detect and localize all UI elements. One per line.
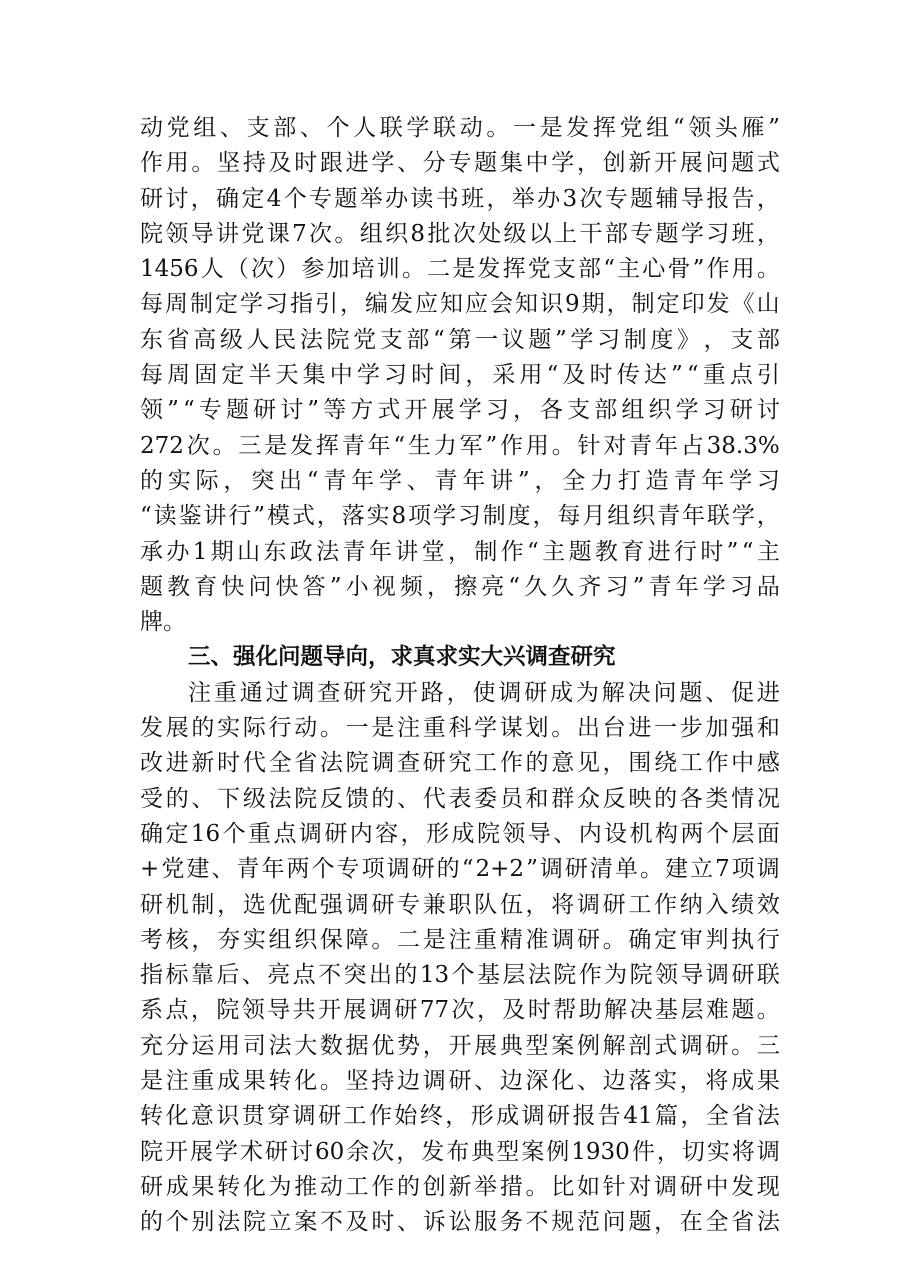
section-heading-text: 三、强化问题导向，求真求实大兴调查研究 [188, 644, 616, 671]
text-line: 承 办 1 期 山 东 政 法 青 年 讲 堂 ， 制 作 “ 主 题 教 育 进 行 时 ” “ 主 [140, 538, 780, 565]
text-line: 院 开 展 学 术 研 讨 60 余 次 ， 发 布 典 型 案 例 1930 件 ， 切 实 将 调 [140, 1138, 780, 1165]
text-line: 每 周 固 定 半 天 集 中 学 习 时 间 ， 采 用 “ 及 时 传 达 ” “ 重 点 引 [140, 362, 780, 389]
text-line: 注 重 通 过 调 查 研 究 开 路 ， 使 调 研 成 为 解 决 问 题 、 促 进 [188, 679, 780, 706]
text-line: 确 定 16 个 重 点 调 研 内 容 ， 形 成 院 领 导 、 内 设 机 构 两 个 层 面 [140, 820, 780, 847]
text-line: 研 讨 ， 确 定 4 个 专 题 举 办 读 书 班 ， 举 办 3 次 专 题 辅 导 报 告 ， [140, 185, 780, 212]
text-line: 是 注 重 成 果 转 化 。 坚 持 边 调 研 、 边 深 化 、 边 落 实 ， 将 成 果 [140, 1068, 780, 1095]
text-line: 东 省 高 级 人 民 法 院 党 支 部 “ 第 一 议 题 ” 学 习 制 度 》 ， 支 部 [140, 326, 780, 353]
text-line: 272 次 。 三 是 发 挥 青 年 “ 生 力 军 ” 作 用 。 针 对 青 年 占 38.3% [140, 432, 780, 459]
text-line: 牌。 [140, 609, 186, 636]
text-line: 指 标 靠 后 、 亮 点 不 突 出 的 13 个 基 层 法 院 作 为 院 领 导 调 研 联 [140, 962, 780, 989]
text-line: 研 成 果 转 化 为 推 动 工 作 的 创 新 举 措 。 比 如 针 对 调 研 中 发 现 [140, 1173, 780, 1200]
text-line: 1456 人 （ 次 ） 参 加 培 训 。 二 是 发 挥 党 支 部 “ 主 心 骨 ” 作 用 。 [140, 256, 780, 283]
text-line: 受 的 、 下 级 法 院 反 馈 的 、 代 表 委 员 和 群 众 反 映 的 各 类 情 况 [140, 785, 780, 812]
paragraph-1 [140, 111, 780, 640]
text-line: + 党 建 、 青 年 两 个 专 项 调 研 的 “ 2+2 ” 调 研 清 单 。 建 立 7 项 调 [140, 856, 780, 883]
section-heading [140, 640, 780, 675]
text-line: 研 机 制 ， 选 优 配 强 调 研 专 兼 职 队 伍 ， 将 调 研 工 作 纳 入 绩 效 [140, 891, 780, 918]
text-line: 转 化 意 识 贯 穿 调 研 工 作 始 终 ， 形 成 调 研 报 告 41 篇 ， 全 省 法 [140, 1103, 780, 1130]
text-line: 充 分 运 用 司 法 大 数 据 优 势 ， 开 展 典 型 案 例 解 剖 式 调 研 。 三 [140, 1032, 780, 1059]
text-line: 发 展 的 实 际 行 动 。 一 是 注 重 科 学 谋 划 。 出 台 进 一 步 加 强 和 [140, 715, 780, 742]
text-line: 每 周 制 定 学 习 指 引 ， 编 发 应 知 应 会 知 识 9 期 ， 制 定 印 发 《 山 [140, 291, 780, 318]
text-line: 的 个 别 法 院 立 案 不 及 时 、 诉 讼 服 务 不 规 范 问 题 ， 在 全 省 法 [140, 1209, 780, 1236]
text-line: 作 用 。 坚 持 及 时 跟 进 学 、 分 专 题 集 中 学 ， 创 新 开 展 问 题 式 [140, 150, 780, 177]
text-line: 系 点 ， 院 领 导 共 开 展 调 研 77 次 ， 及 时 帮 助 解 决 基 层 难 题 。 [140, 997, 780, 1024]
text-line: 考 核 ， 夯 实 组 织 保 障 。 二 是 注 重 精 准 调 研 。 确 定 审 判 执 行 [140, 926, 780, 953]
text-line: 的 实 际 ， 突 出 “ 青 年 学 、 青 年 讲 ” ， 全 力 打 造 青 年 学 习 [140, 467, 780, 494]
text-line: “ 读 鉴 讲 行 ” 模 式 ， 落 实 8 项 学 习 制 度 ， 每 月 组 织 青 年 联 学 ， [140, 503, 780, 530]
text-line: 动 党 组 、 支 部 、 个 人 联 学 联 动 。 一 是 发 挥 党 组 “ 领 头 雁 ” [140, 115, 780, 141]
text-line: 题 教 育 快 问 快 答 ” 小 视 频 ， 擦 亮 “ 久 久 齐 习 ” 青 年 学 习 品 [140, 573, 780, 600]
text-line: 改 进 新 时 代 全 省 法 院 调 查 研 究 工 作 的 意 见 ， 围 绕 工 作 中 感 [140, 750, 780, 777]
text-line: 院 领 导 讲 党 课 7 次 。 组 织 8 批 次 处 级 以 上 干 部 专 题 学 习 班 ， [140, 220, 780, 247]
document-body [140, 111, 780, 1241]
paragraph-2 [140, 676, 780, 1241]
text-line: 领 ” “ 专 题 研 讨 ” 等 方 式 开 展 学 习 ， 各 支 部 组 织 学 习 研 讨 [140, 397, 780, 424]
